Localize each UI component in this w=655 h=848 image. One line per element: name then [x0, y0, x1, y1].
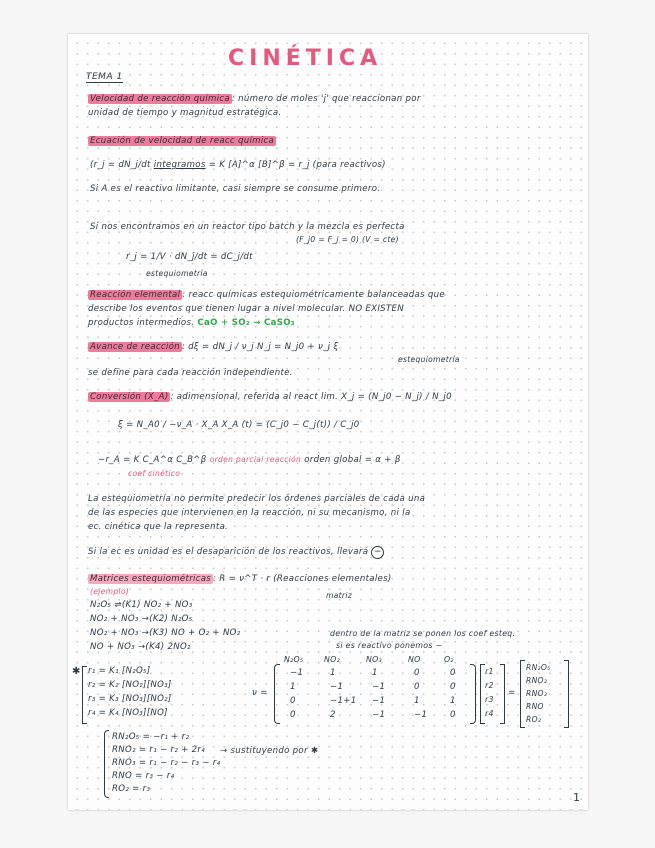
- matrix-bracket-right: [470, 664, 476, 724]
- batch-equation: r_j = 1/V · dN_j/dt = dC_j/dt: [126, 252, 253, 262]
- production-vector-item: RNO₂: [526, 676, 548, 685]
- note-text: : número de moles 'j' que reaccionan por: [231, 94, 421, 104]
- reaction-line: NO + NO₃ →(K4) 2NO₂: [90, 642, 191, 652]
- equals-sign: =: [508, 688, 516, 698]
- matrix-cell: 1: [372, 668, 378, 678]
- Rvec-bracket-right: [564, 660, 569, 728]
- page-title: CINÉTICA: [228, 46, 383, 71]
- note-line: → sustituyendo por ✱: [220, 746, 319, 756]
- production-rate-line: RN₂O₅ = −r₁ + r₂: [112, 732, 190, 742]
- rate-vector-item: r3: [485, 695, 494, 704]
- note-line: [88, 342, 338, 353]
- production-rate-line: RNO₃ = r₁ − r₂ − r₃ − r₄: [112, 758, 221, 768]
- note-line: [88, 574, 392, 585]
- matrix-header: O₂: [444, 655, 454, 664]
- note-subline: estequiometría: [146, 269, 208, 278]
- note-subline: (F_j0 = F_j = 0) (V = cte): [296, 235, 399, 244]
- reaction-line: N₂O₅ ⇌(K1) NO₂ + NO₃: [90, 600, 193, 610]
- matrix-cell: −1: [372, 696, 386, 706]
- matrix-header: N₂O₅: [284, 655, 304, 664]
- matrix-cell: 1: [330, 668, 336, 678]
- rate-vector-item: r1: [485, 667, 494, 676]
- matrix-cell: 0: [450, 682, 456, 692]
- rate-equation: [90, 160, 386, 171]
- rate-expression: r₃ = K₃ [NO₃][NO₂]: [88, 694, 172, 704]
- results-bracket: [104, 730, 109, 798]
- note-text: : R = ν^T · r (Reacciones elementales): [213, 574, 392, 584]
- reaction-line: NO₂ + NO₃ →(K3) NO + O₂ + NO₂: [90, 628, 241, 638]
- matrix-header: NO₂: [324, 655, 340, 664]
- note-text: orden global = α + β: [304, 455, 401, 465]
- reaction-line: NO₂ + NO₃ →(K2) N₂O₅: [90, 614, 193, 624]
- rate-expression: r₁ = K₁ [N₂O₅]: [88, 666, 151, 676]
- note-line: Si A es el reactivo limitante, casi siempre se consume primero.: [90, 184, 381, 194]
- note-line: [88, 290, 445, 301]
- note-text: −r_A = K C_A^α C_B^β: [98, 455, 207, 465]
- matrix-cell: 0: [450, 710, 456, 720]
- note-text: Si la ec es unidad es el desaparición de los reactivos, llevará: [88, 547, 369, 557]
- production-vector-item: RO₂: [526, 715, 542, 724]
- note-line: [88, 136, 276, 147]
- rate-expression: r₄ = K₄ [NO₃][NO]: [88, 708, 168, 718]
- rvec-bracket-right: [500, 664, 505, 724]
- rates-bracket: [82, 666, 87, 724]
- note-line: ec. cinética que la representa.: [88, 522, 229, 532]
- note-subline: estequiometría: [398, 355, 460, 364]
- topic-heading: TEMA 1: [86, 72, 123, 82]
- nu-label: ν =: [252, 688, 268, 698]
- rate-vector-item: r2: [485, 681, 494, 690]
- matrix-cell: 0: [450, 668, 456, 678]
- highlighted-term: Ecuación de velocidad de reacc química: [90, 136, 275, 146]
- note-line: [88, 94, 421, 105]
- production-vector-item: RN₂O₅: [526, 663, 551, 672]
- note-annotation: (ejemplo): [90, 587, 130, 596]
- matrix-cell: −1: [372, 682, 386, 692]
- highlighted-term: Velocidad de reacción química: [90, 94, 230, 104]
- matrix-cell: −1: [330, 682, 344, 692]
- note-line: [88, 392, 452, 403]
- production-vector-item: RNO: [526, 702, 544, 711]
- note-annotation: orden parcial reacción: [209, 455, 302, 464]
- matrix-cell: 1: [290, 682, 296, 692]
- minus-circle-icon: −: [371, 546, 384, 559]
- production-rate-line: RNO = r₃ − r₄: [112, 771, 175, 781]
- note-text: : reacc químicas estequiométricamente balanceadas que: [182, 290, 445, 300]
- note-line: si es reactivo ponemos −: [336, 641, 443, 650]
- note-text: = K [A]^α [B]^β = r_j (para reactivos): [208, 160, 386, 170]
- matrix-cell: 0: [414, 682, 420, 692]
- note-line: describe los eventos que tienen lugar a nivel molecular. NO EXISTEN: [88, 304, 404, 314]
- note-text: integramos: [153, 160, 206, 170]
- matrix-cell: 2: [330, 710, 336, 720]
- matrix-cell: 0: [290, 696, 296, 706]
- matrix-cell: −1: [372, 710, 386, 720]
- note-text: : dξ = dN_j / ν_j N_j = N_j0 + ν_j ξ: [181, 342, 339, 352]
- note-subline: matriz: [326, 591, 353, 600]
- matrix-cell: 0: [414, 668, 420, 678]
- note-line: se define para cada reacción independiente.: [88, 368, 293, 378]
- matrix-header: NO: [408, 655, 421, 664]
- matrix-cell: −1: [414, 710, 428, 720]
- note-line: [88, 546, 384, 559]
- note-text: (r_j = dN_j/dt: [90, 160, 151, 170]
- matrix-bracket-left: [274, 664, 280, 724]
- notebook-page: [68, 34, 588, 810]
- note-line: dentro de la matriz se ponen los coef esteq.: [330, 629, 516, 638]
- rate-vector-item: r4: [485, 709, 494, 718]
- rate-expression: r₂ = K₂ [NO₂][NO₃]: [88, 680, 172, 690]
- matrix-cell: 1: [414, 696, 420, 706]
- note-line: La estequiometría no permite predecir los órdenes parciales de cada una: [88, 494, 426, 504]
- highlighted-term: Reacción elemental: [90, 290, 181, 300]
- note-line: de las especies que intervienen en la reacción, ni su mecanismo, ni la: [88, 508, 411, 518]
- note-line: [88, 318, 295, 329]
- conversion-equation: ξ = N_A0 / −ν_A · X_A X_A (t) = (C_j0 − C_j(t)) / C_j0: [118, 420, 360, 430]
- matrix-cell: −1+1: [330, 696, 357, 706]
- Rvec-bracket-left: [520, 660, 525, 728]
- highlighted-term: Conversión (X_A): [90, 392, 169, 402]
- matrix-cell: 0: [290, 710, 296, 720]
- production-rate-line: RO₂ = r₃: [112, 784, 151, 794]
- star-marker: ✱: [72, 666, 81, 677]
- note-text: productos intermedios.: [88, 318, 195, 328]
- production-rate-line: RNO₂ = r₁ − r₂ + 2r₄: [112, 745, 206, 755]
- production-vector-item: RNO₃: [526, 689, 548, 698]
- kinetic-equation: [98, 454, 401, 466]
- highlighted-term: Avance de reacción: [90, 342, 180, 352]
- highlighted-term: Matrices estequiométricas: [90, 574, 212, 584]
- reaction-example: CaO + SO₂ → CaSO₃: [197, 318, 295, 328]
- matrix-header: NO₃: [366, 655, 382, 664]
- page-number: 1: [573, 791, 580, 804]
- matrix-cell: −1: [290, 668, 304, 678]
- note-line: unidad de tiempo y magnitud estratégica.: [88, 108, 282, 118]
- note-text: : adimensional, referida al react lim. X_j = (N_j0 − N_j) / N_j0: [170, 392, 452, 402]
- note-line: Si nos encontramos en un reactor tipo batch y la mezcla es perfecta: [90, 222, 405, 232]
- note-annotation: coef cinético: [128, 469, 181, 478]
- matrix-cell: 1: [450, 696, 456, 706]
